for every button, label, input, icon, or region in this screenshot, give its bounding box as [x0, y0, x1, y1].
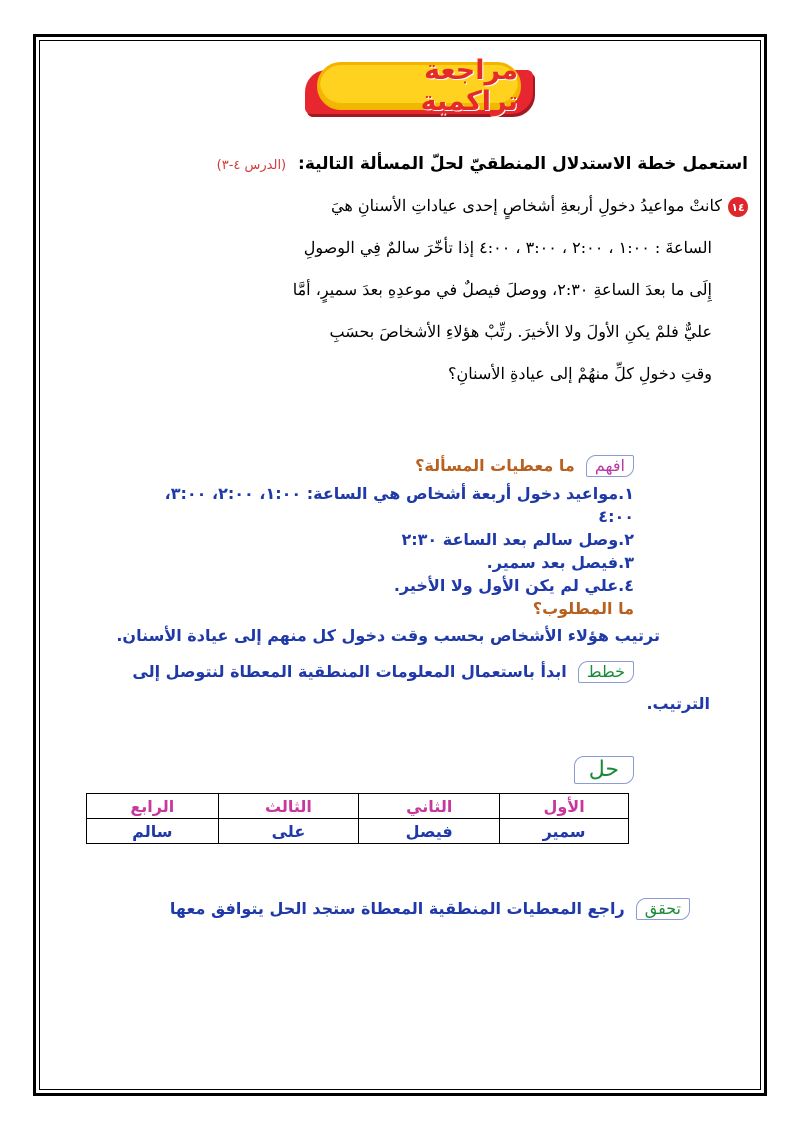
- required-text: ترتيب هؤلاء الأشخاص بحسب وقت دخول كل منهم إلى عيادة الأسنان.: [116, 626, 660, 645]
- title-pill: [317, 55, 521, 117]
- understand-tag: افهم: [586, 455, 634, 477]
- plan-text: ابدأ باستعمال المعلومات المنطقية المعطاة لنتوصل إلى: [132, 662, 567, 681]
- required-label: ما المطلوب؟: [532, 599, 634, 618]
- title-banner: [305, 55, 533, 126]
- plan-tag: خطط: [578, 661, 634, 683]
- value-cell-second: فيصل: [359, 819, 500, 844]
- page-title: مراجعة تراكمية: [420, 55, 518, 117]
- given-1-cont: ٤:٠٠: [598, 507, 634, 526]
- question-line-5: وقتِ دخولِ كلِّ منهُمْ إلى عيادةِ الأسنانِ؟: [448, 364, 712, 383]
- plan-header: [132, 661, 634, 683]
- value-cell-fourth: سالم: [87, 819, 219, 844]
- check-tag: تحقق: [636, 898, 690, 920]
- question-line-3: إِلَى ما بعدَ الساعةِ ٢:٣٠، ووصلَ فيصلٌ في موعدِهِ بعدَ سميرٍ، أمَّا: [292, 280, 712, 299]
- understand-header: [415, 455, 634, 477]
- solve-header: [568, 756, 634, 784]
- question-line-4: عليٌّ فلمْ يكنِ الأولَ ولا الأخيرَ. رتِّبْ هؤلاءِ الأشخاصَ بحسَبِ: [329, 322, 712, 341]
- header-cell-fourth: الرابع: [87, 794, 219, 819]
- order-table-values-row: [87, 819, 629, 844]
- question-line-1: كانتْ مواعيدُ دخولِ أربعةِ أشخاصٍ إحدى عياداتِ الأسنانِ هيَ: [331, 196, 722, 215]
- value-cell-first: سمير: [500, 819, 629, 844]
- check-text: راجع المعطيات المنطقية المعطاة ستجد الحل يتوافق معها: [169, 899, 625, 918]
- solve-tag: حل: [574, 756, 634, 784]
- given-2: ٢.وصل سالم بعد الساعة ٢:٣٠: [401, 530, 634, 549]
- header-cell-third: الثالث: [218, 794, 359, 819]
- question-line-2: الساعةَ : ١:٠٠ ، ٢:٠٠ ، ٣:٠٠ ، ٤:٠٠ إذا تأخّرَ سالمٌ فِي الوصولِ: [303, 238, 712, 257]
- lesson-reference: (الدرس ٤-٣): [216, 158, 287, 173]
- order-table: [86, 793, 629, 844]
- value-cell-third: على: [218, 819, 359, 844]
- plan-text-cont: الترتيب.: [646, 694, 710, 713]
- given-3: ٣.فيصل بعد سمير.: [486, 553, 634, 572]
- check-header: [170, 898, 690, 920]
- understand-question: ما معطيات المسألة؟: [415, 456, 575, 475]
- given-1: ١.مواعيد دخول أربعة أشخاص هي الساعة: ١:٠٠، ٢:٠٠، ٣:٠٠،: [164, 484, 634, 503]
- header-cell-first: الأول: [500, 794, 629, 819]
- order-table-header-row: [87, 794, 629, 819]
- question-number-badge: ١٤: [728, 197, 748, 217]
- header-cell-second: الثاني: [359, 794, 500, 819]
- instruction-text: استعمل خطة الاستدلال المنطقيّ لحلّ المسألة التالية:: [298, 154, 748, 174]
- given-4: ٤.علي لم يكن الأول ولا الأخير.: [393, 576, 634, 595]
- instruction: [217, 154, 748, 174]
